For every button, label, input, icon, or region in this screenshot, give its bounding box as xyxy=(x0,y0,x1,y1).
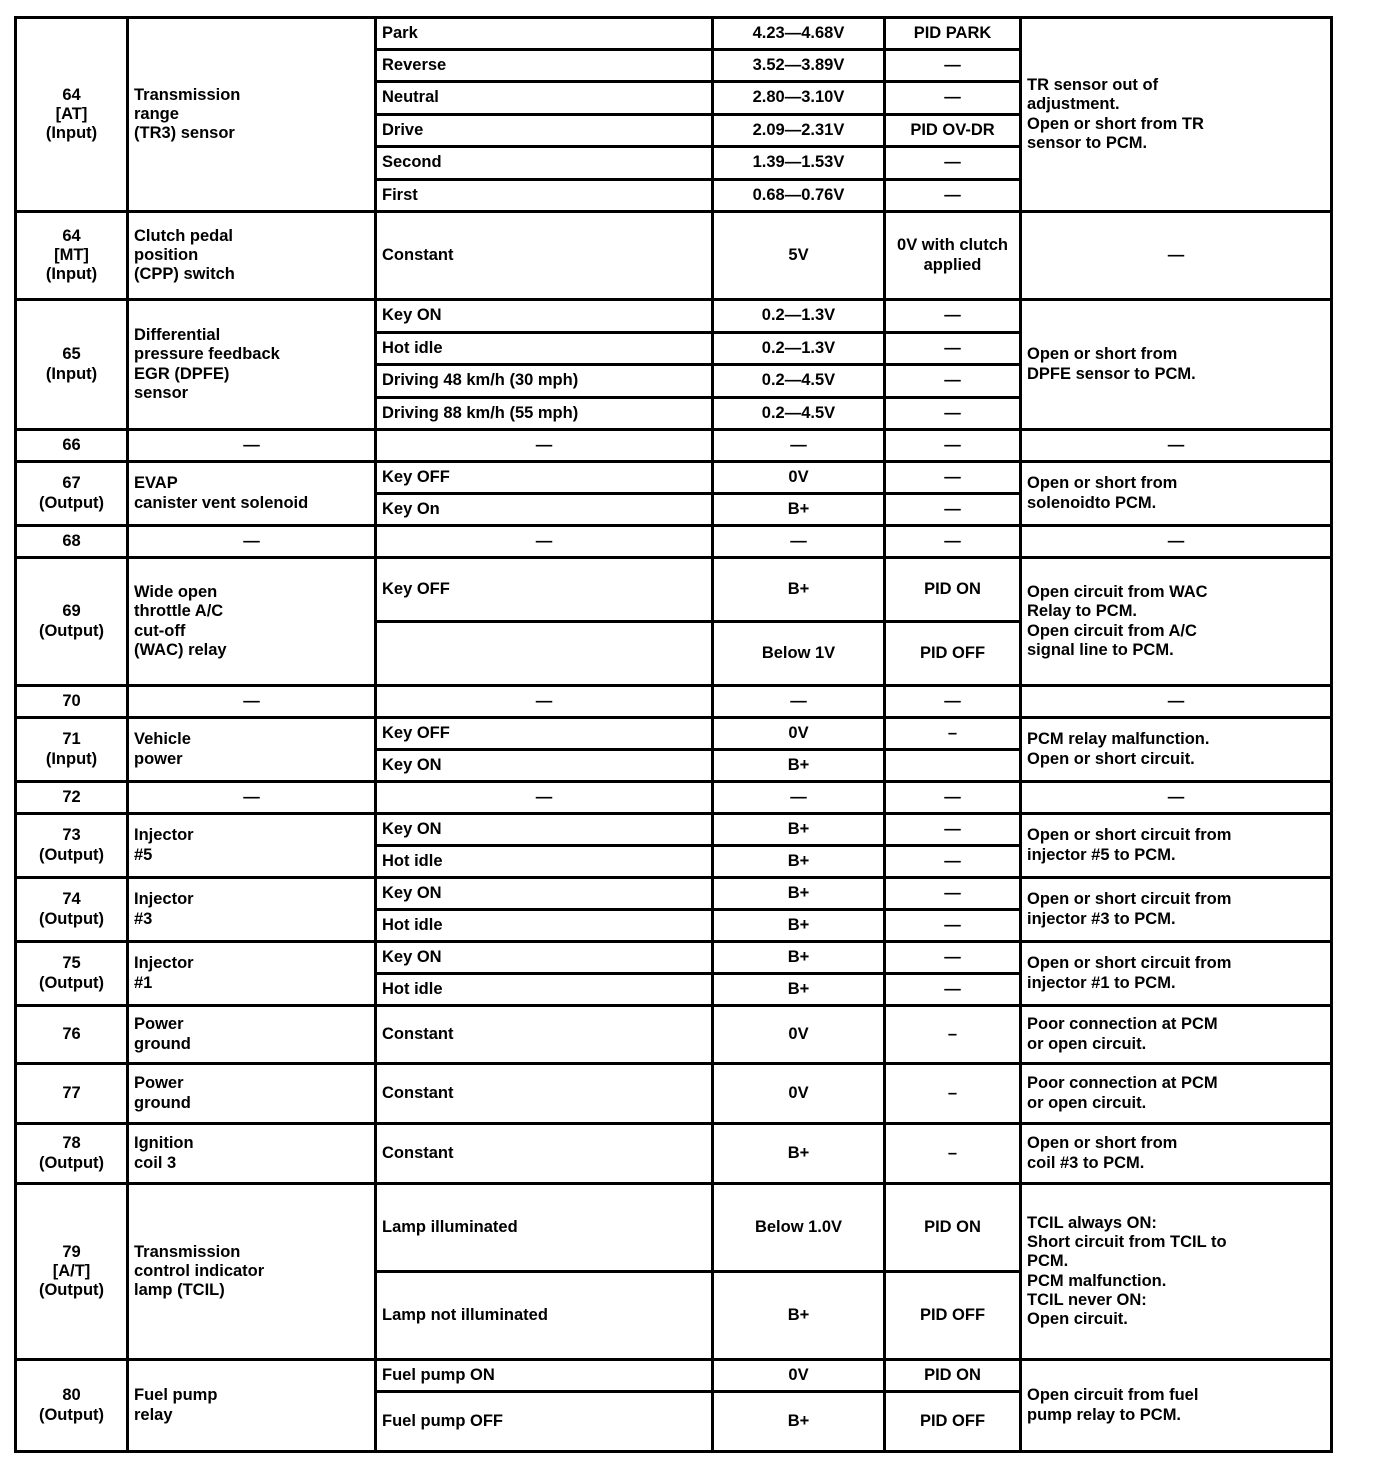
line-text: 76 xyxy=(62,1024,81,1043)
pid-cell: PID OFF xyxy=(885,1272,1021,1360)
line-text: (CPP) switch xyxy=(134,265,235,284)
circuit-name-cell xyxy=(128,718,376,782)
pin-number-cell xyxy=(16,212,128,300)
line-text: Poor connection at PCM xyxy=(1027,1074,1218,1093)
table-row xyxy=(16,1064,1332,1124)
line-text: 78 xyxy=(62,1134,81,1153)
condition-cell: Key OFF xyxy=(376,718,713,750)
empty-dash-cell: — xyxy=(885,430,1021,462)
empty-dash-cell: — xyxy=(885,686,1021,718)
pid-cell: — xyxy=(885,365,1021,398)
voltage-cell: B+ xyxy=(713,1124,885,1184)
line-text: signal line to PCM. xyxy=(1027,640,1174,659)
empty-dash-cell: — xyxy=(128,686,376,718)
condition-cell: Second xyxy=(376,147,713,180)
line-text: (Input) xyxy=(45,364,98,383)
pid-cell: — xyxy=(885,82,1021,115)
voltage-cell: Below 1.0V xyxy=(713,1184,885,1272)
line-text: Open or short circuit from xyxy=(1027,954,1232,973)
table-row xyxy=(16,686,1332,718)
line-text: adjustment. xyxy=(1027,95,1120,114)
empty-dash-cell: — xyxy=(128,782,376,814)
condition-cell: Reverse xyxy=(376,50,713,82)
voltage-cell: B+ xyxy=(713,494,885,526)
pid-cell: — xyxy=(885,942,1021,974)
table-row xyxy=(16,1124,1332,1184)
pid-cell: — xyxy=(885,180,1021,212)
line-text: 70 xyxy=(62,691,81,710)
line-text: (Output) xyxy=(38,1405,105,1424)
condition-cell: Park xyxy=(376,18,713,50)
voltage-cell: 0V xyxy=(713,1064,885,1124)
pid-cell: – xyxy=(885,1124,1021,1184)
pid-cell: PID PARK xyxy=(885,18,1021,50)
empty-dash-cell: — xyxy=(376,686,713,718)
line-text: ground xyxy=(134,1034,191,1053)
line-text: — xyxy=(1167,245,1185,264)
line-text: Open circuit from WAC xyxy=(1027,583,1208,602)
empty-dash-cell: — xyxy=(713,782,885,814)
pin-number-cell xyxy=(16,1064,128,1124)
condition-cell: Constant xyxy=(376,1006,713,1064)
pid-cell: PID OFF xyxy=(885,622,1021,686)
voltage-cell: 0V xyxy=(713,1360,885,1392)
line-text: or open circuit. xyxy=(1027,1034,1147,1053)
empty-dash-cell: — xyxy=(713,526,885,558)
pin-number-cell xyxy=(16,942,128,1006)
line-text: 77 xyxy=(62,1083,81,1102)
pid-cell xyxy=(885,750,1021,782)
line-text: Fuel pump xyxy=(134,1386,218,1405)
line-text: position xyxy=(134,245,199,264)
table-row xyxy=(16,212,1332,300)
empty-dash-cell: — xyxy=(1021,686,1332,718)
circuit-name-cell xyxy=(128,1006,376,1064)
line-text: EVAP xyxy=(134,474,178,493)
voltage-cell: 0.2—1.3V xyxy=(713,300,885,333)
line-text: Transmission xyxy=(134,85,241,104)
pin-number-cell xyxy=(16,814,128,878)
pid-cell: — xyxy=(885,910,1021,942)
line-text: solenoidto PCM. xyxy=(1027,493,1157,512)
pid-cell: — xyxy=(885,50,1021,82)
line-text: throttle A/C xyxy=(134,602,224,621)
voltage-cell: 0V xyxy=(713,1006,885,1064)
pin-number-cell xyxy=(16,1124,128,1184)
pid-cell: PID ON xyxy=(885,1360,1021,1392)
table-row xyxy=(16,1360,1332,1392)
table-row xyxy=(16,300,1332,333)
voltage-cell: 0V xyxy=(713,718,885,750)
line-text: [MT] xyxy=(54,245,89,264)
line-text: injector #1 to PCM. xyxy=(1027,973,1176,992)
line-text: sensor to PCM. xyxy=(1027,133,1148,152)
empty-dash-cell: — xyxy=(713,430,885,462)
condition-cell: Hot idle xyxy=(376,910,713,942)
voltage-cell: 2.09—2.31V xyxy=(713,115,885,147)
condition-cell: Key OFF xyxy=(376,558,713,622)
line-text: Open or short circuit from xyxy=(1027,890,1232,909)
line-text: Injector xyxy=(134,954,194,973)
symptom-cell xyxy=(1021,1360,1332,1452)
line-text: Open or short circuit. xyxy=(1027,749,1195,768)
circuit-name-cell xyxy=(128,462,376,526)
condition-cell: Hot idle xyxy=(376,846,713,878)
symptom-cell xyxy=(1021,18,1332,212)
line-text: Poor connection at PCM xyxy=(1027,1015,1218,1034)
empty-dash-cell: — xyxy=(376,526,713,558)
table-row xyxy=(16,782,1332,814)
pin-number-cell xyxy=(16,462,128,526)
condition-cell: Hot idle xyxy=(376,974,713,1006)
pid-cell: — xyxy=(885,147,1021,180)
line-text: DPFE sensor to PCM. xyxy=(1027,364,1196,383)
condition-cell: Key OFF xyxy=(376,462,713,494)
line-text: injector #3 to PCM. xyxy=(1027,909,1176,928)
line-text: canister vent solenoid xyxy=(134,493,309,512)
line-text: Power xyxy=(134,1074,184,1093)
table-row xyxy=(16,526,1332,558)
condition-cell: Fuel pump ON xyxy=(376,1360,713,1392)
pid-cell: – xyxy=(885,1006,1021,1064)
voltage-cell: 0V xyxy=(713,462,885,494)
line-text: 73 xyxy=(62,826,81,845)
line-text: pump relay to PCM. xyxy=(1027,1405,1182,1424)
line-text: 75 xyxy=(62,954,81,973)
line-text: (TR3) sensor xyxy=(134,124,235,143)
line-text: injector #5 to PCM. xyxy=(1027,845,1176,864)
line-text: sensor xyxy=(134,383,189,402)
voltage-cell: 5V xyxy=(713,212,885,300)
line-text: Power xyxy=(134,1015,184,1034)
condition-cell: Drive xyxy=(376,115,713,147)
circuit-name-cell xyxy=(128,1184,376,1360)
circuit-name-cell xyxy=(128,212,376,300)
condition-cell: Constant xyxy=(376,212,713,300)
pid-cell: — xyxy=(885,462,1021,494)
voltage-cell: B+ xyxy=(713,942,885,974)
line-text: Injector xyxy=(134,826,194,845)
pcm-table-body xyxy=(16,18,1332,1452)
line-text: PCM malfunction. xyxy=(1027,1271,1167,1290)
symptom-cell xyxy=(1021,462,1332,526)
voltage-cell: Below 1V xyxy=(713,622,885,686)
empty-dash-cell: — xyxy=(1021,430,1332,462)
circuit-name-cell xyxy=(128,942,376,1006)
voltage-cell: B+ xyxy=(713,878,885,910)
line-text: or open circuit. xyxy=(1027,1093,1147,1112)
line-text: 66 xyxy=(62,435,81,454)
table-row xyxy=(16,814,1332,846)
line-text: Differential xyxy=(134,326,221,345)
line-text: 64 xyxy=(62,226,81,245)
line-text: (Output) xyxy=(38,1281,105,1300)
line-text: 65 xyxy=(62,345,81,364)
empty-dash-cell: — xyxy=(128,526,376,558)
pin-number-cell xyxy=(16,18,128,212)
line-text: Vehicle xyxy=(134,730,191,749)
voltage-cell: 0.2—4.5V xyxy=(713,398,885,430)
table-row xyxy=(16,18,1332,50)
line-text: EGR (DPFE) xyxy=(134,364,230,383)
pid-cell: PID ON xyxy=(885,558,1021,622)
empty-dash-cell: — xyxy=(885,782,1021,814)
pid-cell: — xyxy=(885,974,1021,1006)
voltage-cell: B+ xyxy=(713,814,885,846)
line-text: Short circuit from TCIL to xyxy=(1027,1233,1227,1252)
line-text: Open or short from xyxy=(1027,345,1178,364)
empty-dash-cell: — xyxy=(1021,526,1332,558)
circuit-name-cell xyxy=(128,878,376,942)
symptom-cell xyxy=(1021,300,1332,430)
voltage-cell: B+ xyxy=(713,1272,885,1360)
line-text: (Input) xyxy=(45,124,98,143)
circuit-name-cell xyxy=(128,300,376,430)
circuit-name-cell xyxy=(128,18,376,212)
line-text: (Input) xyxy=(45,749,98,768)
empty-dash-cell: — xyxy=(1021,782,1332,814)
line-text: 72 xyxy=(62,787,81,806)
line-text: (Output) xyxy=(38,1153,105,1172)
pin-number-cell xyxy=(16,1360,128,1452)
table-row xyxy=(16,462,1332,494)
pid-cell: — xyxy=(885,878,1021,910)
line-text: (Output) xyxy=(38,845,105,864)
line-text: Open or short circuit from xyxy=(1027,826,1232,845)
condition-cell: First xyxy=(376,180,713,212)
voltage-cell: 4.23—4.68V xyxy=(713,18,885,50)
line-text: PCM. xyxy=(1027,1252,1069,1271)
line-text: #3 xyxy=(134,909,153,928)
empty-dash-cell: — xyxy=(885,526,1021,558)
line-text: 74 xyxy=(62,890,81,909)
line-text: [A/T] xyxy=(52,1261,91,1280)
line-text: (WAC) relay xyxy=(134,640,227,659)
symptom-cell xyxy=(1021,1006,1332,1064)
line-text: Injector xyxy=(134,890,194,909)
table-row xyxy=(16,942,1332,974)
line-text: #1 xyxy=(134,973,153,992)
voltage-cell: B+ xyxy=(713,846,885,878)
voltage-cell: B+ xyxy=(713,750,885,782)
voltage-cell: B+ xyxy=(713,910,885,942)
pid-cell: 0V with clutch applied xyxy=(885,212,1021,300)
empty-dash-cell: — xyxy=(376,430,713,462)
condition-cell xyxy=(376,622,713,686)
line-text: coil 3 xyxy=(134,1153,177,1172)
condition-cell: Key ON xyxy=(376,300,713,333)
pid-cell: — xyxy=(885,846,1021,878)
condition-cell: Lamp not illuminated xyxy=(376,1272,713,1360)
line-text: 64 xyxy=(62,85,81,104)
symptom-cell xyxy=(1021,1064,1332,1124)
line-text: power xyxy=(134,749,183,768)
line-text: 67 xyxy=(62,474,81,493)
voltage-cell: B+ xyxy=(713,1392,885,1452)
line-text: 71 xyxy=(62,730,81,749)
line-text: [AT] xyxy=(55,104,88,123)
pid-cell: — xyxy=(885,398,1021,430)
voltage-cell: B+ xyxy=(713,974,885,1006)
line-text: 80 xyxy=(62,1386,81,1405)
line-text: Clutch pedal xyxy=(134,226,234,245)
condition-cell: Driving 88 km/h (55 mph) xyxy=(376,398,713,430)
line-text: TCIL always ON: xyxy=(1027,1214,1157,1233)
circuit-name-cell xyxy=(128,1064,376,1124)
condition-cell: Lamp illuminated xyxy=(376,1184,713,1272)
pid-cell: — xyxy=(885,814,1021,846)
condition-cell: Constant xyxy=(376,1124,713,1184)
pin-number-cell xyxy=(16,1184,128,1360)
line-text: (Output) xyxy=(38,909,105,928)
symptom-cell xyxy=(1021,942,1332,1006)
pid-cell: PID OFF xyxy=(885,1392,1021,1452)
condition-cell: Key ON xyxy=(376,942,713,974)
pid-cell: – xyxy=(885,1064,1021,1124)
table-row xyxy=(16,1006,1332,1064)
pcm-pin-table xyxy=(14,16,1333,1453)
line-text: 68 xyxy=(62,531,81,550)
voltage-cell: 2.80—3.10V xyxy=(713,82,885,115)
line-text: #5 xyxy=(134,845,153,864)
pin-number-cell xyxy=(16,1006,128,1064)
line-text: coil #3 to PCM. xyxy=(1027,1153,1145,1172)
pin-number-cell xyxy=(16,526,128,558)
voltage-cell: 0.2—4.5V xyxy=(713,365,885,398)
symptom-cell xyxy=(1021,1124,1332,1184)
empty-dash-cell: — xyxy=(376,782,713,814)
pid-cell: – xyxy=(885,718,1021,750)
line-text: cut-off xyxy=(134,621,186,640)
voltage-cell: 0.2—1.3V xyxy=(713,333,885,365)
circuit-name-cell xyxy=(128,1124,376,1184)
line-text: Ignition xyxy=(134,1134,194,1153)
line-text: pressure feedback xyxy=(134,345,280,364)
line-text: Open circuit from A/C xyxy=(1027,621,1197,640)
line-text: ground xyxy=(134,1093,191,1112)
condition-cell: Key On xyxy=(376,494,713,526)
line-text: range xyxy=(134,104,179,123)
voltage-cell: 0.68—0.76V xyxy=(713,180,885,212)
table-row xyxy=(16,430,1332,462)
line-text: lamp (TCIL) xyxy=(134,1281,225,1300)
line-text: TR sensor out of xyxy=(1027,76,1159,95)
line-text: Transmission xyxy=(134,1242,241,1261)
line-text: TCIL never ON: xyxy=(1027,1290,1147,1309)
empty-dash-cell: — xyxy=(713,686,885,718)
voltage-cell: B+ xyxy=(713,558,885,622)
condition-cell: Hot idle xyxy=(376,333,713,365)
symptom-cell xyxy=(1021,814,1332,878)
table-row xyxy=(16,1184,1332,1272)
line-text: control indicator xyxy=(134,1261,265,1280)
line-text: (Input) xyxy=(45,265,98,284)
line-text: 79 xyxy=(62,1242,81,1261)
voltage-cell: 3.52—3.89V xyxy=(713,50,885,82)
condition-cell: Neutral xyxy=(376,82,713,115)
line-text: Open circuit. xyxy=(1027,1309,1128,1328)
table-row xyxy=(16,558,1332,622)
line-text: Open or short from xyxy=(1027,1134,1178,1153)
condition-cell: Fuel pump OFF xyxy=(376,1392,713,1452)
line-text: Wide open xyxy=(134,583,218,602)
line-text: Open or short from xyxy=(1027,474,1178,493)
symptom-cell xyxy=(1021,558,1332,686)
circuit-name-cell xyxy=(128,814,376,878)
symptom-cell xyxy=(1021,878,1332,942)
table-row xyxy=(16,718,1332,750)
line-text: PCM relay malfunction. xyxy=(1027,730,1210,749)
empty-dash-cell: — xyxy=(128,430,376,462)
pin-number-cell xyxy=(16,430,128,462)
pid-cell: — xyxy=(885,333,1021,365)
pid-cell: PID OV-DR xyxy=(885,115,1021,147)
pin-number-cell xyxy=(16,782,128,814)
line-text: (Output) xyxy=(38,621,105,640)
pin-number-cell xyxy=(16,300,128,430)
symptom-cell xyxy=(1021,212,1332,300)
circuit-name-cell xyxy=(128,558,376,686)
condition-cell: Key ON xyxy=(376,878,713,910)
pid-cell: PID ON xyxy=(885,1184,1021,1272)
pid-cell: — xyxy=(885,494,1021,526)
table-row xyxy=(16,878,1332,910)
symptom-cell xyxy=(1021,718,1332,782)
line-text: Relay to PCM. xyxy=(1027,602,1138,621)
pin-number-cell xyxy=(16,878,128,942)
voltage-cell: 1.39—1.53V xyxy=(713,147,885,180)
pid-cell: — xyxy=(885,300,1021,333)
pin-number-cell xyxy=(16,718,128,782)
pin-number-cell xyxy=(16,558,128,686)
line-text: (Output) xyxy=(38,493,105,512)
line-text: (Output) xyxy=(38,973,105,992)
line-text: relay xyxy=(134,1405,173,1424)
condition-cell: Key ON xyxy=(376,750,713,782)
pin-number-cell xyxy=(16,686,128,718)
line-text: Open or short from TR xyxy=(1027,114,1204,133)
condition-cell: Key ON xyxy=(376,814,713,846)
condition-cell: Constant xyxy=(376,1064,713,1124)
symptom-cell xyxy=(1021,1184,1332,1360)
line-text: Open circuit from fuel xyxy=(1027,1386,1199,1405)
circuit-name-cell xyxy=(128,1360,376,1452)
line-text: 69 xyxy=(62,602,81,621)
condition-cell: Driving 48 km/h (30 mph) xyxy=(376,365,713,398)
